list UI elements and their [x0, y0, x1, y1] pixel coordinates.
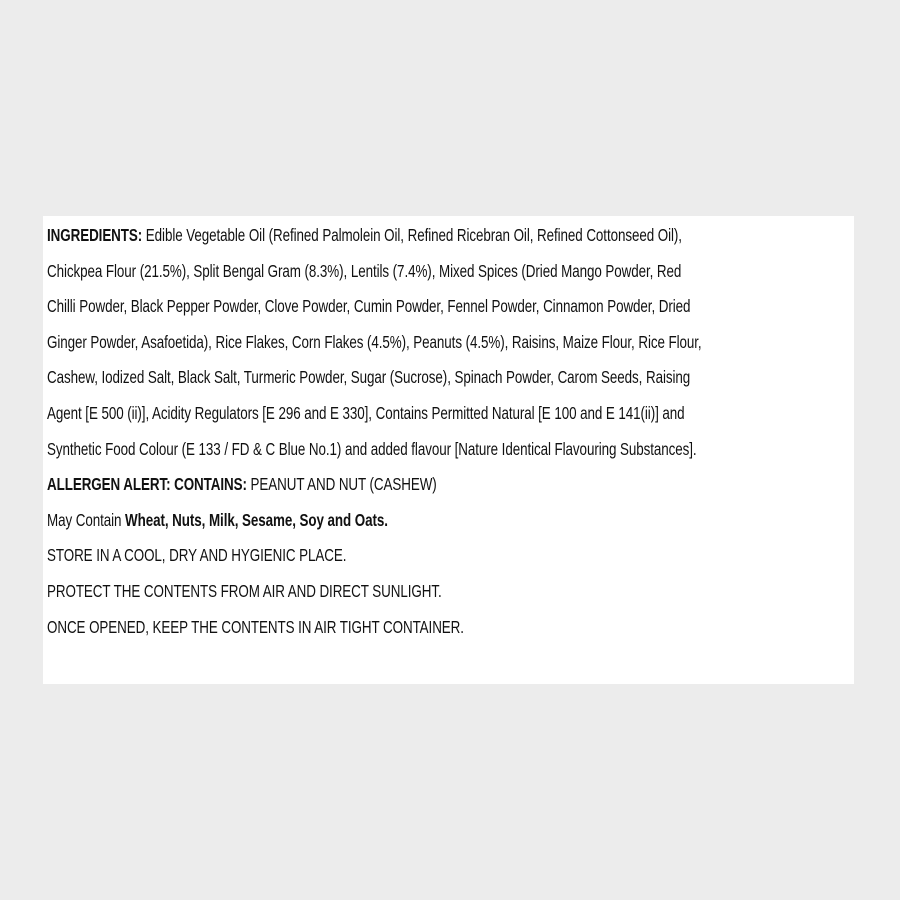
storage-line-2: PROTECT THE CONTENTS FROM AIR AND DIRECT SUNLIGHT.	[47, 580, 442, 601]
label-text	[47, 218, 858, 645]
ingredients-line-4: Ginger Powder, Asafoetida), Rice Flakes, Corn Flakes (4.5%), Peanuts (4.5%), Raisins, Maize Flour, Rice Flour,	[47, 331, 702, 352]
ingredients-line-1	[47, 218, 858, 254]
may-contain-prefix: May Contain	[47, 509, 122, 530]
ingredients-line-3: Chilli Powder, Black Pepper Powder, Clove Powder, Cumin Powder, Fennel Powder, Cinnamon Powder, Dried	[47, 296, 691, 317]
ingredients-text: Edible Vegetable Oil (Refined Palmolein Oil, Refined Ricebran Oil, Refined Cottonseed Oil),	[145, 225, 682, 245]
ingredients-line-5: Cashew, Iodized Salt, Black Salt, Turmeric Powder, Sugar (Sucrose), Spinach Powder, Carom Seeds, Raising	[47, 367, 691, 388]
ingredients-heading: INGREDIENTS:	[47, 225, 143, 245]
may-contain-items: Wheat, Nuts, Milk, Sesame, Soy and Oats.	[125, 509, 388, 530]
storage-line-3: ONCE OPENED, KEEP THE CONTENTS IN AIR TIGHT CONTAINER.	[47, 616, 464, 637]
allergen-line	[47, 467, 858, 503]
allergen-heading: ALLERGEN ALERT: CONTAINS:	[47, 474, 247, 495]
label-panel	[43, 216, 854, 684]
may-contain-line	[47, 503, 858, 539]
ingredients-line-7: Synthetic Food Colour (E 133 / FD & C Blue No.1) and added flavour [Nature Identical Flavouring Substances].	[47, 438, 697, 459]
ingredients-line-2: Chickpea Flour (21.5%), Split Bengal Gram (8.3%), Lentils (7.4%), Mixed Spices (Dried Mango Powder, Red	[47, 260, 682, 281]
storage-line-1: STORE IN A COOL, DRY AND HYGIENIC PLACE.	[47, 545, 347, 566]
allergen-text: PEANUT AND NUT (CASHEW)	[250, 474, 437, 495]
ingredients-line-6: Agent [E 500 (ii)], Acidity Regulators [E 296 and E 330], Contains Permitted Natural [E 100 and E 141(ii)] and	[47, 402, 685, 423]
